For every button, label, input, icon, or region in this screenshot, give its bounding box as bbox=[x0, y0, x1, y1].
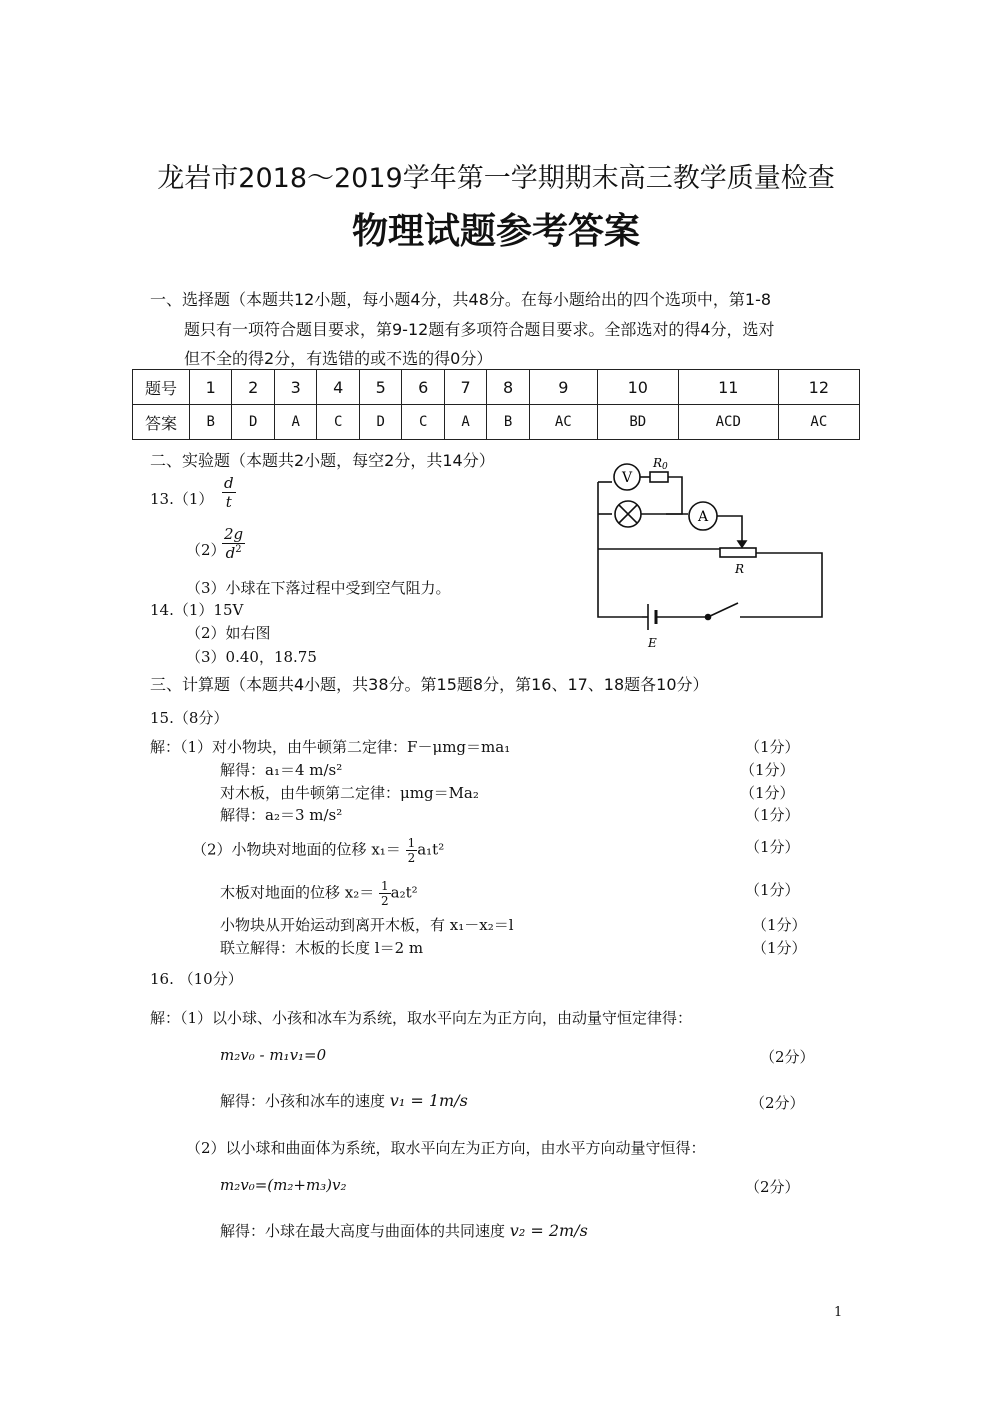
fraction-one-half bbox=[379, 879, 391, 908]
r0-subscript: 0 bbox=[662, 462, 668, 472]
table-cell: A bbox=[274, 405, 316, 440]
fraction-2g-over-d2 bbox=[222, 525, 245, 562]
table-cell: 1 bbox=[190, 370, 232, 405]
table-cell: 9 bbox=[529, 370, 597, 405]
q15-line5 bbox=[192, 836, 444, 865]
q16-line1: 解：（1）以小球、小孩和冰车为系统，取水平向左为正方向，由动量守恒定律得： bbox=[150, 1009, 693, 1027]
q15-line1: 解：（1）对小物块，由牛顿第二定律：F－μmg＝ma₁ bbox=[150, 738, 511, 756]
q14-1: 14.（1）15V bbox=[150, 601, 244, 619]
q13-2-label: （2） bbox=[186, 541, 226, 559]
doc-title: 龙岩市2018～2019学年第一学期期末高三教学质量检查 bbox=[157, 163, 835, 194]
points: （2分） bbox=[745, 1178, 800, 1196]
points: （1分） bbox=[740, 761, 795, 779]
section1-line1: 一、选择题（本题共12小题，每小题4分，共48分。在每小题给出的四个选项中，第1-8 bbox=[150, 290, 772, 309]
table-cell: 11 bbox=[678, 370, 778, 405]
q16-line5: m₂v₀=(m₂+m₃)v₂ bbox=[220, 1176, 347, 1194]
q13-3: （3）小球在下落过程中受到空气阻力。 bbox=[186, 579, 451, 597]
table-cell: 10 bbox=[597, 370, 678, 405]
row-label: 题号 bbox=[133, 370, 190, 405]
resistor-r0-icon bbox=[650, 472, 668, 482]
circuit-diagram bbox=[590, 452, 830, 652]
numerator: 2g bbox=[224, 525, 244, 543]
section1-line3: 但不全的得2分，有选错的或不选的得0分） bbox=[184, 349, 493, 368]
table-cell: D bbox=[359, 405, 401, 440]
q15-line8: 联立解得：木板的长度 l＝2 m bbox=[220, 939, 424, 957]
q15-line5-text: （2）小物块对地面的位移 x₁＝ bbox=[192, 840, 401, 859]
section3-title: 三、计算题（本题共4小题，共38分。第15题8分，第16、17、18题各10分） bbox=[150, 675, 709, 694]
table-cell: 3 bbox=[274, 370, 316, 405]
section2-title: 二、实验题（本题共2小题，每空2分，共14分） bbox=[150, 451, 495, 470]
table-cell: 5 bbox=[359, 370, 401, 405]
numerator: d bbox=[224, 474, 234, 492]
numerator: 1 bbox=[407, 836, 416, 850]
denominator: 2 bbox=[381, 894, 389, 908]
q15-line3: 对木板，由牛顿第二定律：μmg＝Ma₂ bbox=[220, 784, 479, 802]
table-cell: 12 bbox=[778, 370, 859, 405]
q16-line4: （2）以小球和曲面体为系统，取水平向左为正方向，由水平方向动量守恒得： bbox=[186, 1139, 706, 1157]
q16-heading: 16. （10分） bbox=[150, 970, 243, 988]
q16-line6-text: 解得：小球在最大高度与曲面体的共同速度 bbox=[220, 1222, 506, 1240]
table-cell: B bbox=[190, 405, 232, 440]
points: （2分） bbox=[750, 1094, 805, 1112]
points: （2分） bbox=[760, 1048, 815, 1066]
points: （1分） bbox=[752, 916, 807, 934]
page-number: 1 bbox=[834, 1305, 843, 1320]
q15-line7: 小物块从开始运动到离开木板，有 x₁－x₂＝l bbox=[220, 916, 514, 934]
q15-line6-text: 木板对地面的位移 x₂＝ bbox=[220, 883, 375, 902]
q16-v1-value: v₁ = 1m/s bbox=[389, 1091, 468, 1110]
voltmeter-label: V bbox=[621, 470, 633, 486]
row-label: 答案 bbox=[133, 405, 190, 440]
table-cell: 6 bbox=[402, 370, 444, 405]
q15-line2: 解得：a₁＝4 m/s² bbox=[220, 761, 343, 779]
q14-2: （2）如右图 bbox=[186, 624, 271, 642]
table-cell: 2 bbox=[232, 370, 274, 405]
table-cell: 7 bbox=[444, 370, 486, 405]
r0-letter: R bbox=[653, 456, 663, 470]
q15-line6 bbox=[220, 879, 418, 908]
table-cell: B bbox=[487, 405, 529, 440]
table-cell: A bbox=[444, 405, 486, 440]
q15-line4: 解得：a₂＝3 m/s² bbox=[220, 806, 343, 824]
table-cell: D bbox=[232, 405, 274, 440]
table-cell: C bbox=[317, 405, 359, 440]
numerator: 1 bbox=[381, 879, 389, 893]
table-cell: AC bbox=[529, 405, 597, 440]
ammeter-label: A bbox=[697, 509, 709, 525]
exponent: 2 bbox=[235, 544, 242, 555]
points: （1分） bbox=[745, 806, 800, 824]
rheostat-label: R bbox=[735, 562, 745, 576]
q16-line3 bbox=[220, 1090, 468, 1111]
q16-line3-text: 解得：小孩和冰车的速度 bbox=[220, 1092, 386, 1110]
points: （1分） bbox=[745, 838, 800, 856]
points: （1分） bbox=[745, 881, 800, 899]
fraction-d-over-t bbox=[222, 474, 236, 511]
table-cell: BD bbox=[597, 405, 678, 440]
q15-line5-tail: a₁t² bbox=[417, 840, 445, 859]
q16-line2: m₂v₀ - m₁v₁=0 bbox=[220, 1046, 327, 1064]
q13-label: 13.（1） bbox=[150, 490, 214, 508]
q15-line6-tail: a₂t² bbox=[390, 883, 418, 902]
points: （1分） bbox=[740, 784, 795, 802]
table-cell: C bbox=[402, 405, 444, 440]
fraction-one-half bbox=[406, 836, 418, 865]
r0-label bbox=[652, 456, 668, 472]
answer-table bbox=[132, 369, 860, 440]
doc-subtitle: 物理试题参考答案 bbox=[351, 211, 640, 252]
section1-line2: 题只有一项符合题目要求，第9-12题有多项符合题目要求。全部选对的得4分，选对 bbox=[184, 320, 775, 339]
table-cell: ACD bbox=[678, 405, 778, 440]
denominator: d bbox=[225, 544, 236, 562]
table-cell: AC bbox=[778, 405, 859, 440]
q16-v2-value: v₂ = 2m/s bbox=[509, 1221, 588, 1240]
rheostat-icon bbox=[720, 548, 756, 557]
q16-line6 bbox=[220, 1220, 588, 1241]
battery-label: E bbox=[648, 636, 657, 650]
table-cell: 4 bbox=[317, 370, 359, 405]
table-cell: 8 bbox=[487, 370, 529, 405]
q14-3: （3）0.40，18.75 bbox=[186, 648, 317, 666]
table-row-numbers bbox=[133, 370, 860, 405]
denominator: 2 bbox=[407, 851, 416, 865]
denominator: t bbox=[225, 493, 232, 511]
table-row-answers bbox=[133, 405, 860, 440]
q15-heading: 15.（8分） bbox=[150, 709, 229, 727]
points: （1分） bbox=[752, 939, 807, 957]
points: （1分） bbox=[745, 738, 800, 756]
